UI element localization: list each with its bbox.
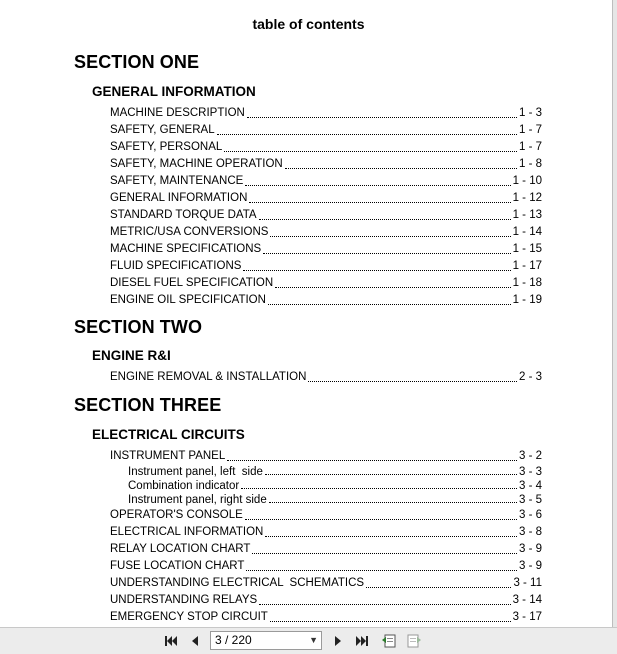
toc-entry-label: SAFETY, MAINTENANCE [110, 175, 244, 187]
dot-leader [285, 168, 517, 169]
toc-entry[interactable] [110, 369, 542, 386]
toc-entry-label: Combination indicator [128, 480, 240, 492]
toc-entry[interactable] [110, 207, 542, 224]
toc-entry-label: FUSE LOCATION CHART [110, 560, 245, 572]
dot-leader [247, 117, 517, 118]
toc-entry-label: SAFETY, PERSONAL [110, 141, 223, 153]
toc-entry[interactable] [110, 139, 542, 156]
toc-entry[interactable] [110, 173, 542, 190]
toc-entry-page: 1 - 7 [518, 124, 542, 136]
last-page-icon[interactable] [354, 633, 370, 649]
dot-leader [275, 287, 510, 288]
toc-entry-page: 3 - 4 [518, 480, 542, 492]
toc-entry-page: 1 - 10 [512, 175, 542, 187]
dot-leader [263, 253, 510, 254]
toc-entry-label: UNDERSTANDING RELAYS [110, 594, 258, 606]
toc-entry-label: EMERGENCY STOP CIRCUIT [110, 611, 268, 623]
toc-entry[interactable] [110, 448, 542, 465]
toc-entry-label: INSTRUMENT PANEL [110, 450, 226, 462]
dot-leader [217, 134, 517, 135]
toc-subentry[interactable] [110, 479, 542, 493]
toc-entry-page: 3 - 9 [518, 560, 542, 572]
toc-entry-page: 1 - 19 [512, 294, 542, 306]
dot-leader [270, 236, 510, 237]
toc-entry[interactable] [110, 524, 542, 541]
page-shadow-edge [612, 0, 617, 627]
toc-entry-label: Instrument panel, right side [128, 494, 267, 506]
first-page-icon[interactable] [163, 633, 179, 649]
toc-entry-label: ENGINE OIL SPECIFICATION [110, 294, 266, 306]
next-page-icon[interactable] [330, 633, 346, 649]
dot-leader [265, 474, 517, 475]
toc-entry-page: 1 - 13 [512, 209, 542, 221]
toc-entry-label: MACHINE DESCRIPTION [110, 107, 245, 119]
toc-entry-page: 1 - 8 [518, 158, 542, 170]
toc-entry-label: Instrument panel, left side [128, 466, 263, 478]
toc-entry-label: STANDARD TORQUE DATA [110, 209, 257, 221]
toc-entry-label: MACHINE SPECIFICATIONS [110, 243, 262, 255]
dot-leader [259, 219, 511, 220]
dot-leader [265, 536, 517, 537]
toc-entry[interactable] [110, 156, 542, 173]
dot-leader [269, 502, 517, 503]
toc-entry-page: 1 - 7 [518, 141, 542, 153]
toc-entry-page: 1 - 3 [518, 107, 542, 119]
dot-leader [243, 270, 510, 271]
toc-entry-label: ELECTRICAL INFORMATION [110, 526, 264, 538]
navigation-toolbar [0, 627, 617, 654]
dot-leader [270, 621, 511, 622]
toc-entry-page: 3 - 14 [512, 594, 542, 606]
toc-entry-page: 3 - 2 [518, 450, 542, 462]
toc-entry[interactable] [110, 609, 542, 626]
dot-leader [245, 185, 510, 186]
toc-entry[interactable] [110, 105, 542, 122]
toc-entry-page: 2 - 3 [518, 371, 542, 383]
previous-page-icon[interactable] [187, 633, 203, 649]
toc-entry-page: 3 - 11 [513, 577, 542, 589]
section-subheading: ELECTRICAL CIRCUITS [92, 427, 245, 442]
toc-entry-label: OPERATOR'S CONSOLE [110, 509, 243, 521]
toc-entry[interactable] [110, 224, 542, 241]
dot-leader [259, 604, 510, 605]
section-heading: SECTION ONE [74, 52, 200, 72]
dot-leader [224, 151, 517, 152]
toc-entry-label: SAFETY, GENERAL [110, 124, 215, 136]
toc-entry-page: 1 - 18 [512, 277, 542, 289]
toc-entry-page: 1 - 14 [512, 226, 542, 238]
dot-leader [246, 570, 517, 571]
dot-leader [268, 304, 511, 305]
dot-leader [245, 519, 517, 520]
dot-leader [227, 460, 517, 461]
toc-entry-page: 3 - 6 [518, 509, 542, 521]
page-indicator: 3 / 220 [215, 633, 252, 647]
toc-entry[interactable] [110, 241, 542, 258]
toc-subentry[interactable] [110, 493, 542, 507]
dot-leader [241, 488, 517, 489]
section-heading: SECTION TWO [74, 317, 203, 337]
chevron-down-icon[interactable]: ▼ [309, 635, 318, 645]
toc-entry[interactable] [110, 592, 542, 609]
toc-entry[interactable] [110, 558, 542, 575]
next-view-icon[interactable] [406, 633, 422, 649]
toc-entry[interactable] [110, 258, 542, 275]
toc-entry-label: FLUID SPECIFICATIONS [110, 260, 242, 272]
toc-entry-page: 3 - 17 [512, 611, 542, 623]
toc-entry-label: METRIC/USA CONVERSIONS [110, 226, 269, 238]
toc-list [110, 105, 542, 309]
dot-leader [249, 202, 510, 203]
toc-entry-label: GENERAL INFORMATION [110, 192, 248, 204]
toc-entry-page: 1 - 12 [512, 192, 542, 204]
toc-list [110, 369, 542, 386]
toc-entry-label: SAFETY, MACHINE OPERATION [110, 158, 283, 170]
toc-entry-page: 3 - 3 [518, 466, 542, 478]
page-number-field[interactable] [210, 631, 322, 650]
toc-entry[interactable] [110, 292, 542, 309]
toc-entry-label: DIESEL FUEL SPECIFICATION [110, 277, 274, 289]
dot-leader [308, 381, 517, 382]
toc-entry-label: UNDERSTANDING ELECTRICAL SCHEMATICS [110, 577, 365, 589]
previous-view-icon[interactable] [381, 633, 397, 649]
toc-entry-page: 3 - 5 [518, 494, 542, 506]
toc-entry-page: 1 - 15 [512, 243, 542, 255]
toc-entry[interactable] [110, 190, 542, 207]
toc-entry-label: ENGINE REMOVAL & INSTALLATION [110, 371, 307, 383]
toc-entry[interactable] [110, 575, 542, 592]
toc-entry-label: RELAY LOCATION CHART [110, 543, 251, 555]
toc-list [110, 448, 542, 626]
toc-entry-page: 3 - 8 [518, 526, 542, 538]
toc-entry[interactable] [110, 122, 542, 139]
toc-entry-page: 3 - 9 [518, 543, 542, 555]
dot-leader [252, 553, 517, 554]
section-subheading: ENGINE R&I [92, 348, 171, 363]
toc-entry[interactable] [110, 541, 542, 558]
toc-entry[interactable] [110, 275, 542, 292]
toc-subentry[interactable] [110, 465, 542, 479]
section-heading: SECTION THREE [74, 395, 222, 415]
document-title: table of contents [252, 16, 365, 32]
toc-entry[interactable] [110, 507, 542, 524]
dot-leader [366, 587, 511, 588]
section-subheading: GENERAL INFORMATION [92, 84, 256, 99]
toc-entry-page: 1 - 17 [512, 260, 542, 272]
